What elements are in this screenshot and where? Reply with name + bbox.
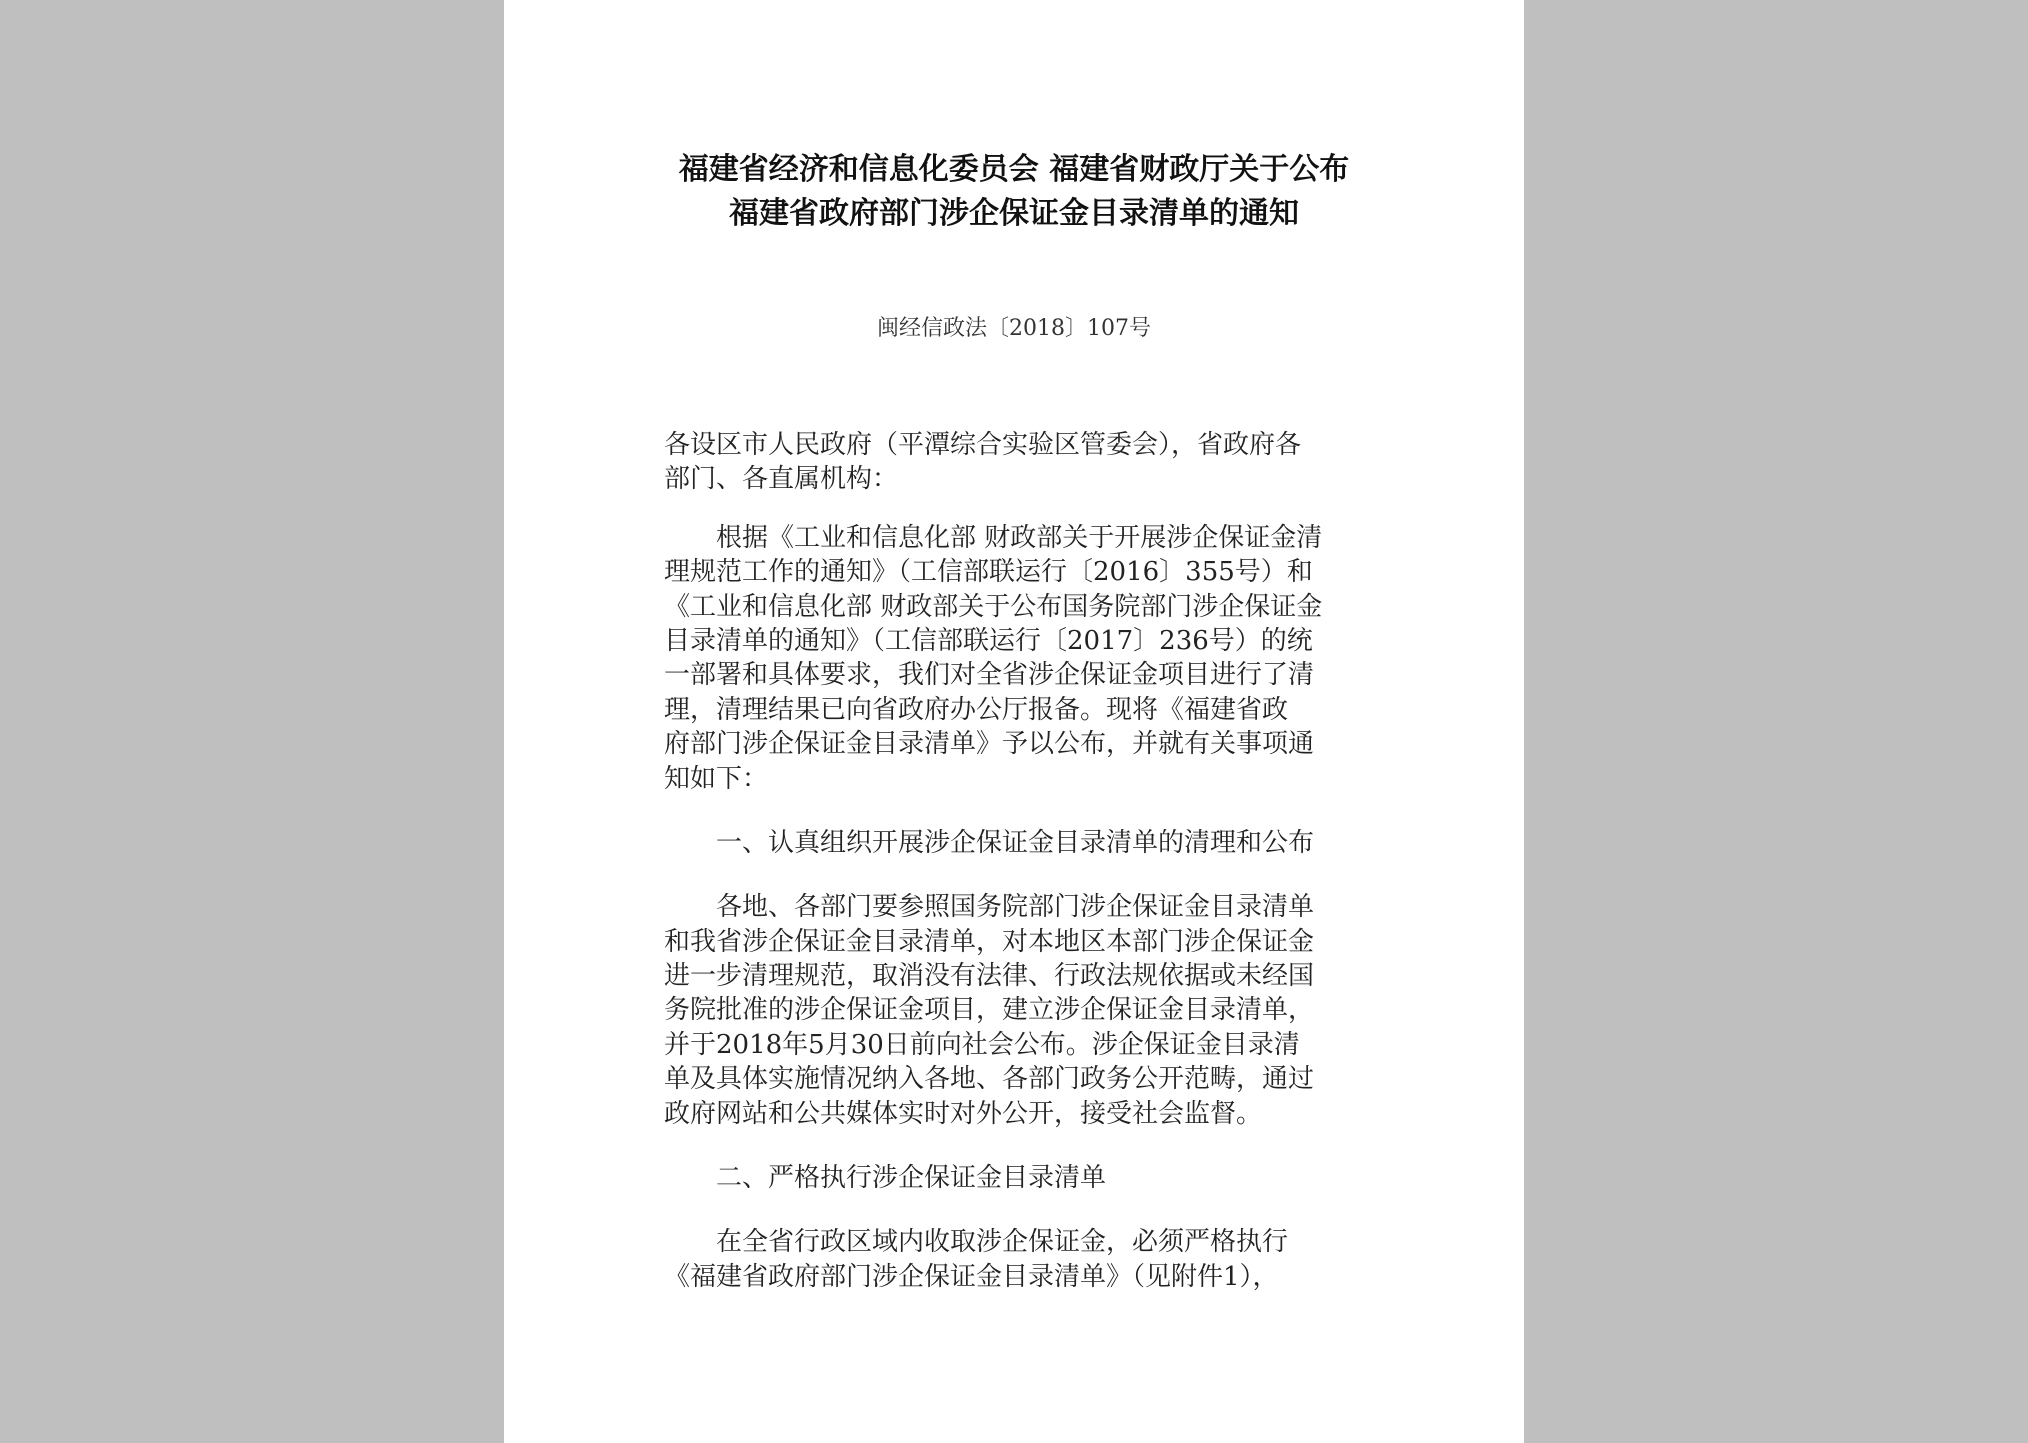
addressee-line: 各设区市人民政府（平潭综合实验区管委会），省政府各 bbox=[664, 430, 1302, 460]
document-page bbox=[504, 0, 1524, 1443]
title-line-2: 福建省政府部门涉企保证金目录清单的通知 bbox=[729, 196, 1299, 231]
paragraph-line: 各地、各部门要参照国务院部门涉企保证金目录清单 bbox=[716, 892, 1315, 923]
paragraph-line: 根据《工业和信息化部 财政部关于开展涉企保证金清 bbox=[716, 522, 1323, 553]
section-heading-1: 一、认真组织开展涉企保证金目录清单的清理和公布 bbox=[716, 827, 1315, 858]
paragraph-line: 和我省涉企保证金目录清单，对本地区本部门涉企保证金 bbox=[664, 926, 1315, 957]
paragraph-line: 在全省行政区域内收取涉企保证金，必须严格执行 bbox=[716, 1227, 1289, 1258]
addressee-line: 部门、各直属机构： bbox=[664, 464, 899, 495]
addressee bbox=[664, 428, 1364, 497]
section-heading-2: 二、严格执行涉企保证金目录清单 bbox=[716, 1163, 1107, 1194]
paragraph-line: 理，清理结果已向省政府办公厅报备。现将《福建省政 bbox=[664, 694, 1289, 725]
paragraph-1 bbox=[664, 521, 1364, 796]
paragraph-line: 府部门涉企保证金目录清单》予以公布，并就有关事项通 bbox=[664, 729, 1315, 760]
paragraph-line: 一部署和具体要求，我们对全省涉企保证金项目进行了清 bbox=[664, 660, 1315, 691]
title-line-1: 福建省经济和信息化委员会 福建省财政厅关于公布 bbox=[678, 152, 1350, 187]
document-number: 闽经信政法〔2018〕107号 bbox=[877, 316, 1151, 341]
paragraph-line: 并于2018年5月30日前向社会公布。涉企保证金目录清 bbox=[664, 1029, 1300, 1060]
paragraph-line: 《福建省政府部门涉企保证金目录清单》（见附件1）， bbox=[664, 1261, 1279, 1292]
paragraph-line: 务院批准的涉企保证金项目，建立涉企保证金目录清单， bbox=[664, 995, 1315, 1026]
paragraph-line: 目录清单的通知》（工信部联运行〔2017〕236号）的统 bbox=[664, 625, 1313, 656]
paragraph-line: 进一步清理规范，取消没有法律、行政法规依据或未经国 bbox=[664, 961, 1315, 992]
document-body bbox=[664, 428, 1364, 1294]
paragraph-line: 政府网站和公共媒体实时对外公开，接受社会监督。 bbox=[664, 1098, 1263, 1129]
paragraph-3 bbox=[664, 1225, 1364, 1294]
paragraph-line: 单及具体实施情况纳入各地、各部门政务公开范畴，通过 bbox=[664, 1064, 1315, 1095]
paragraph-line: 知如下： bbox=[664, 763, 769, 794]
document-title bbox=[504, 148, 1524, 236]
paragraph-line: 理规范工作的通知》（工信部联运行〔2016〕355号）和 bbox=[664, 557, 1313, 588]
paragraph-2 bbox=[664, 890, 1364, 1131]
paragraph-line: 《工业和信息化部 财政部关于公布国务院部门涉企保证金 bbox=[664, 591, 1323, 622]
